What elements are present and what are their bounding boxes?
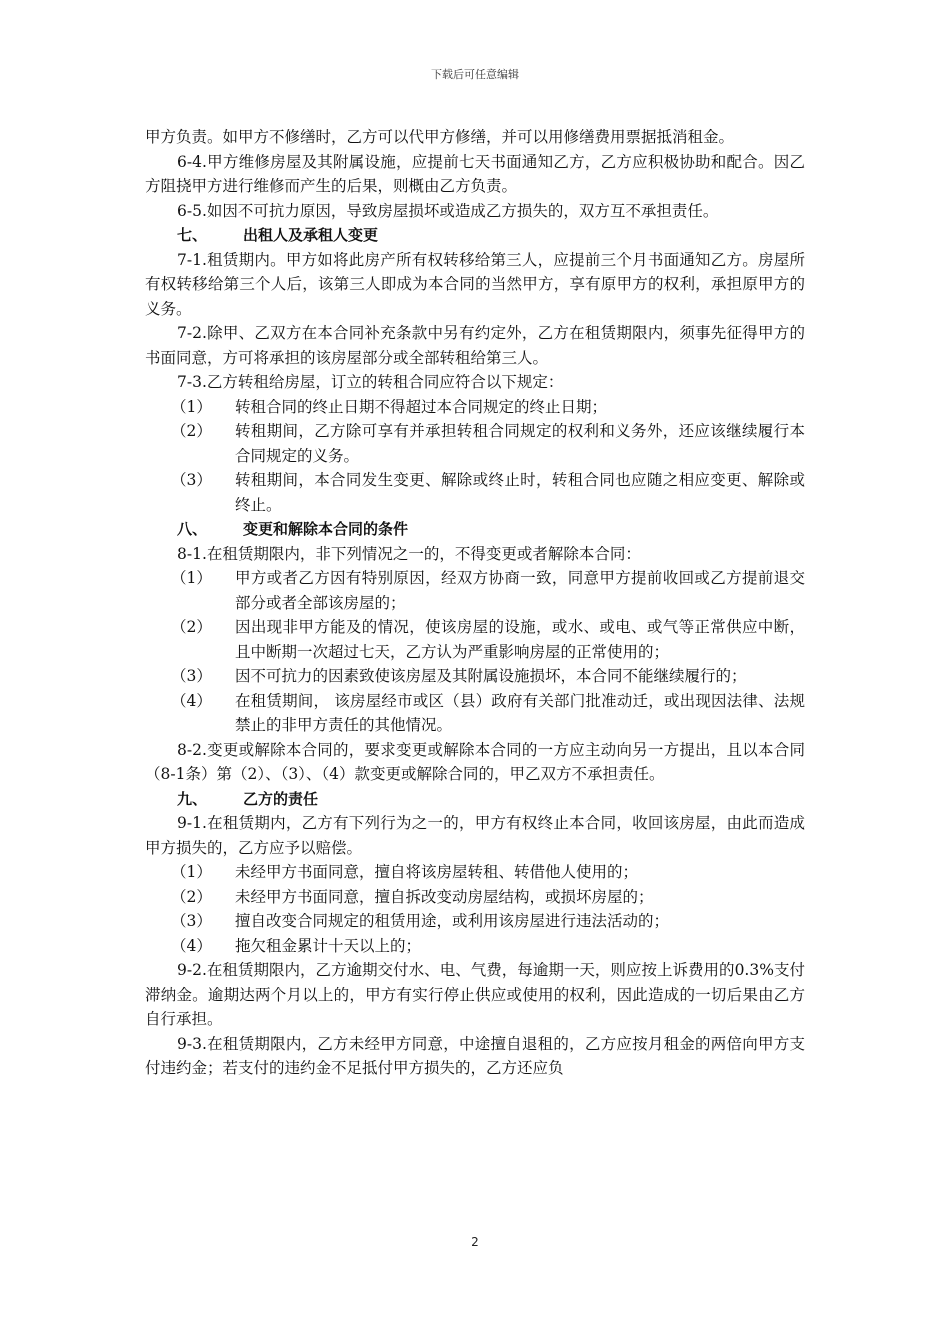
item-number: （4） [171,936,212,955]
item-number: （4） [171,691,212,710]
list-item [145,885,805,910]
item-text: 拖欠租金累计十天以上的； [235,936,422,955]
item-text: 未经甲方书面同意，擅自拆改变动房屋结构，或损坏房屋的； [235,887,654,906]
page-header: 下载后可任意编辑 [431,68,519,81]
section-heading-7 [145,223,805,248]
paragraph-9-1: 9-1.在租赁期内，乙方有下列行为之一的，甲方有权终止本合同，收回该房屋，由此而造成甲方损失的，乙方应予以赔偿。 [145,814,805,857]
paragraph-7-1: 7-1.租赁期内。甲方如将此房产所有权转移给第三人，应提前三个月书面通知乙方。房屋所有权转移给第三个人后，该第三人即成为本合同的当然甲方，享有原甲方的权利，承担原甲方的义务。 [145,250,805,318]
paragraph-6-5: 6-5.如因不可抗力原因，导致房屋损坏或造成乙方损失的，双方互不承担责任。 [177,201,719,220]
paragraph-6-3-continued: 甲方负责。如甲方不修缮时，乙方可以代甲方修缮，并可以用修缮费用票据抵消租金。 [145,128,735,146]
list-item [145,689,805,738]
item-number: （1） [171,569,212,587]
paragraph-6-4: 6-4.甲方维修房屋及其附属设施，应提前七天书面通知乙方，乙方应积极协助和配合。因乙方阻挠甲方进行维修而产生的后果，则概由乙方负责。 [145,152,805,195]
item-text: 甲方或者乙方因有特别原因，经双方协商一致，同意甲方提前收回或乙方提前退交部分或者全部该房屋的； [235,569,805,612]
item-number: （3） [171,667,212,685]
paragraph-7-2: 7-2.除甲、乙双方在本合同补充条款中另有约定外，乙方在租赁期限内，须事先征得甲方的书面同意，方可将承担的该房屋部分或全部转租给第三人。 [145,324,805,367]
item-number: （3） [171,471,212,489]
item-text: 因出现非甲方能及的情况，使该房屋的设施，或水、或电、或气等正常供应中断，且中断期一次超过七天，乙方认为严重影响房屋的正常使用的； [235,618,805,661]
list-item [145,934,805,959]
list-item [145,909,805,934]
page-number: 2 [471,1235,479,1249]
paragraph-9-2: 9-2.在租赁期限内，乙方逾期交付水、电、气费，每逾期一天，则应按上诉费用的0.3%支付滞纳金。逾期达两个月以上的，甲方有实行停止供应或使用的权利，因此造成的一切后果由乙方自行承担。 [145,961,805,1028]
list-7-3 [145,395,805,518]
item-number: （3） [171,912,212,930]
paragraph-9-3: 9-3.在租赁期限内，乙方未经甲方同意，中途擅自退租的，乙方应按月租金的两倍向甲方支付违约金；若支付的违约金不足抵付甲方损失的，乙方还应负 [145,1034,805,1077]
item-text: 转租期间，本合同发生变更、解除或终止时，转租合同也应随之相应变更、解除或终止。 [235,471,805,514]
section-number: 七、 [177,226,208,244]
list-item [145,395,805,420]
section-title: 出租人及承租人变更 [243,226,379,244]
item-number: （2） [171,887,212,906]
paragraph-8-2: 8-2.变更或解除本合同的，要求变更或解除本合同的一方应主动向另一方提出，且以本合同（8-1条）第（2）、（3）、（4）款变更或解除合同的，甲乙双方不承担责任。 [145,740,805,783]
section-heading-9 [145,787,805,812]
section-number: 八、 [177,520,208,538]
paragraph-7-3: 7-3.乙方转租给房屋，订立的转租合同应符合以下规定： [177,373,564,391]
item-number: （2） [171,422,212,440]
section-number: 九、 [177,789,208,808]
list-item [145,860,805,885]
section-title: 变更和解除本合同的条件 [243,520,409,538]
list-item [145,566,805,615]
item-number: （2） [171,618,212,636]
item-number: （1） [171,863,212,881]
list-item [145,468,805,517]
document-body [145,125,805,1081]
item-text: 因不可抗力的因素致使该房屋及其附属设施损坏，本合同不能继续履行的； [235,667,747,685]
section-title: 乙方的责任 [243,789,319,808]
list-item [145,419,805,468]
item-text: 未经甲方书面同意，擅自将该房屋转租、转借他人使用的； [235,863,639,881]
item-text: 转租合同的终止日期不得超过本合同规定的终止日期； [235,397,608,416]
list-9-1 [145,860,805,958]
item-text: 在租赁期间， 该房屋经市或区（县）政府有关部门批准动迁，或出现因法律、法规禁止的非甲方责任的其他情况。 [235,691,805,734]
item-text: 擅自改变合同规定的租赁用途，或利用该房屋进行违法活动的； [235,912,670,930]
list-item [145,664,805,689]
list-item [145,615,805,664]
item-number: （1） [171,397,212,416]
list-8-1 [145,566,805,738]
paragraph-8-1: 8-1.在租赁期限内，非下列情况之一的，不得变更或者解除本合同： [177,544,641,563]
item-text: 转租期间，乙方除可享有并承担转租合同规定的权利和义务外，还应该继续履行本合同规定的义务。 [235,422,805,465]
section-heading-8 [145,517,805,542]
